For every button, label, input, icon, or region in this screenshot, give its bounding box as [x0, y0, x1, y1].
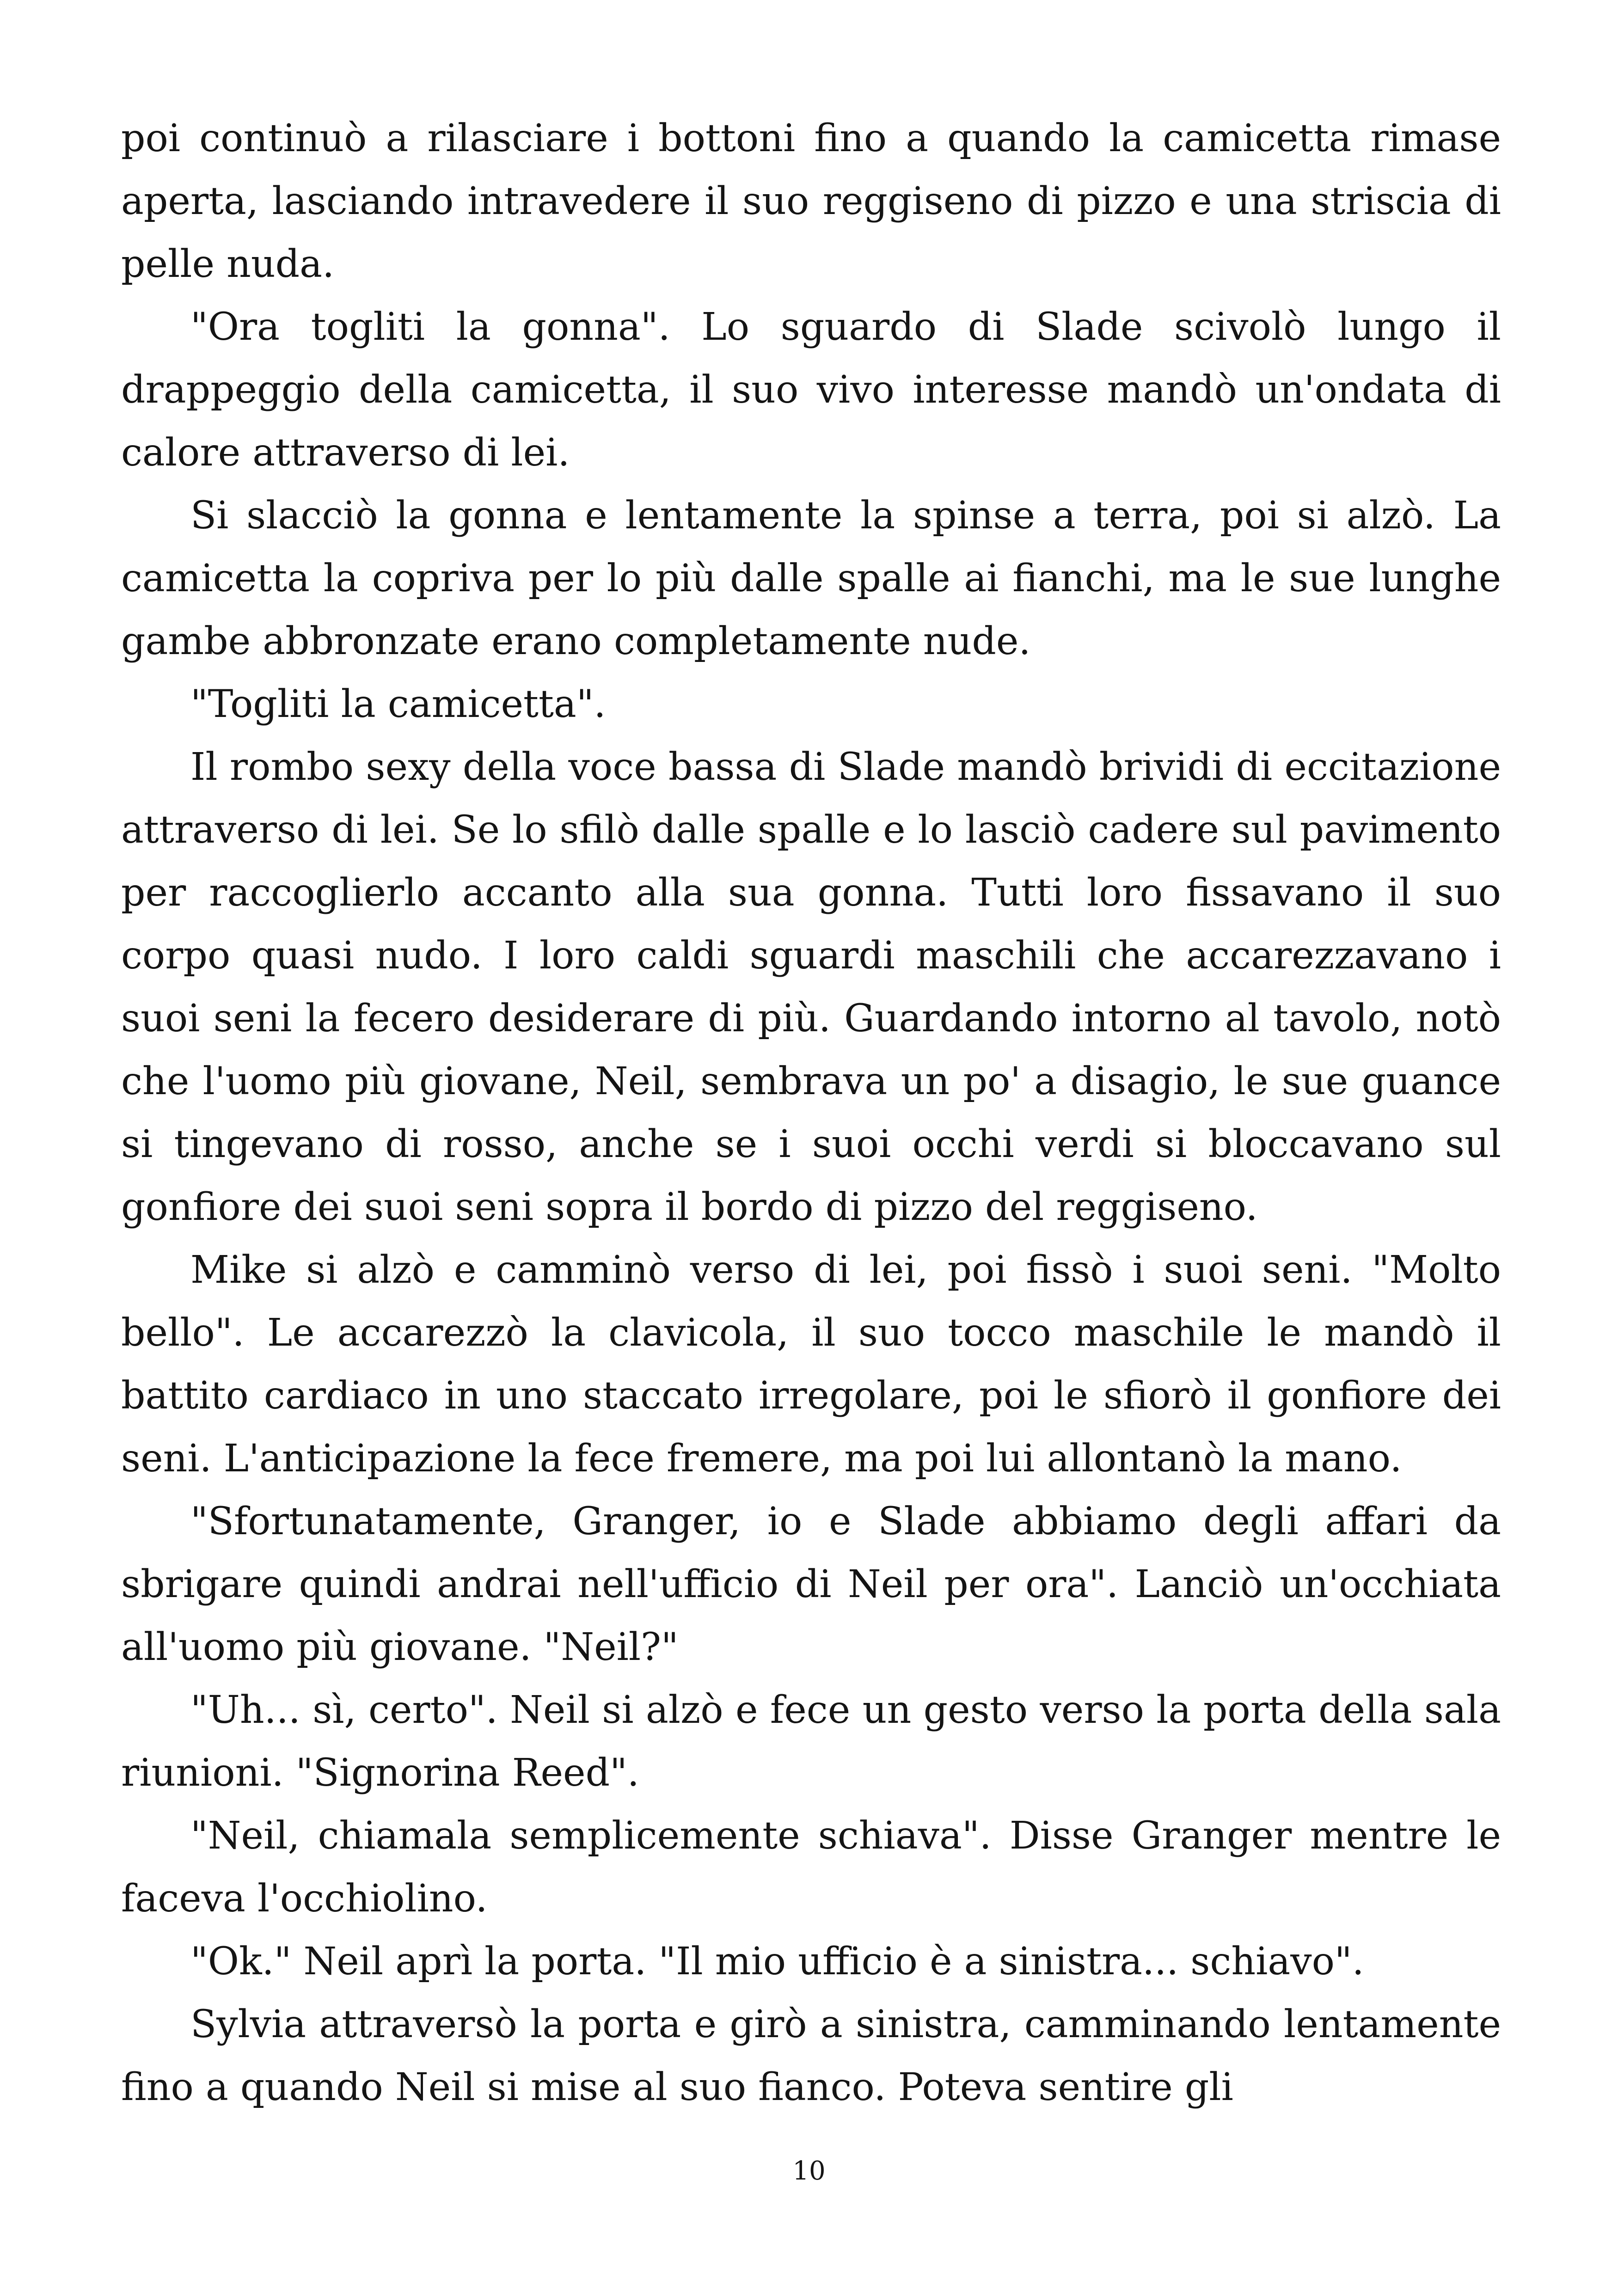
paragraph: Sylvia attraversò la porta e girò a sinistra, camminando lentamente fino a quando Neil si mise al suo fianco. Poteva sentire gli: [121, 2002, 1501, 2109]
paragraph: poi continuò a rilasciare i bottoni fino a quando la camicetta rimase aperta, lasciando intravedere il suo reggiseno di pizzo e una striscia di pelle nuda.: [121, 116, 1501, 286]
paragraph: Mike si alzò e camminò verso di lei, poi fissò i suoi seni. "Molto bello". Le accarezzò la clavicola, il suo tocco maschile le mandò il battito cardiaco in uno staccato irregolare, poi le sfiorò il gonfiore dei seni. L'anticipazione la fece fremere, ma poi lui allontanò la mano.: [121, 1248, 1501, 1481]
paragraph: "Ora togliti la gonna". Lo sguardo di Slade scivolò lungo il drappeggio della camicetta, il suo vivo interesse mandò un'ondata di calore attraverso di lei.: [121, 305, 1501, 475]
paragraph: "Sfortunatamente, Granger, io e Slade abbiamo degli affari da sbrigare quindi andrai nell'ufficio di Neil per ora". Lanciò un'occhiata all'uomo più giovane. "Neil?": [121, 1500, 1501, 1669]
page-body: [121, 107, 1501, 2119]
paragraph: Si slacciò la gonna e lentamente la spinse a terra, poi si alzò. La camicetta la copriva per lo più dalle spalle ai fianchi, ma le sue lunghe gambe abbronzate erano completamente nude.: [121, 494, 1501, 663]
paragraph: "Uh... sì, certo". Neil si alzò e fece un gesto verso la porta della sala riunioni. "Signorina Reed".: [121, 1688, 1501, 1795]
paragraph: "Ok." Neil aprì la porta. "Il mio ufficio è a sinistra... schiavo".: [190, 1940, 1364, 1984]
paragraph: "Neil, chiamala semplicemente schiava". Disse Granger mentre le faceva l'occhiolino.: [121, 1814, 1501, 1921]
paragraph: Il rombo sexy della voce bassa di Slade mandò brividi di eccitazione attraverso di lei. Se lo sfilò dalle spalle e lo lasciò cadere sul pavimento per raccoglierlo accanto alla sua gonna. Tutti loro fissavano il suo corpo quasi nudo. I loro caldi sguardi maschili che accarezzavano i suoi seni la fecero desiderare di più. Guardando intorno al tavolo, notò che l'uomo più giovane, Neil, sembrava un po' a disagio, le sue guance si tingevano di rosso, anche se i suoi occhi verdi si bloccavano sul gonfiore dei suoi seni sopra il bordo di pizzo del reggiseno.: [121, 745, 1501, 1229]
paragraph: "Togliti la camicetta".: [190, 682, 606, 726]
page-number: 10: [792, 2156, 826, 2186]
